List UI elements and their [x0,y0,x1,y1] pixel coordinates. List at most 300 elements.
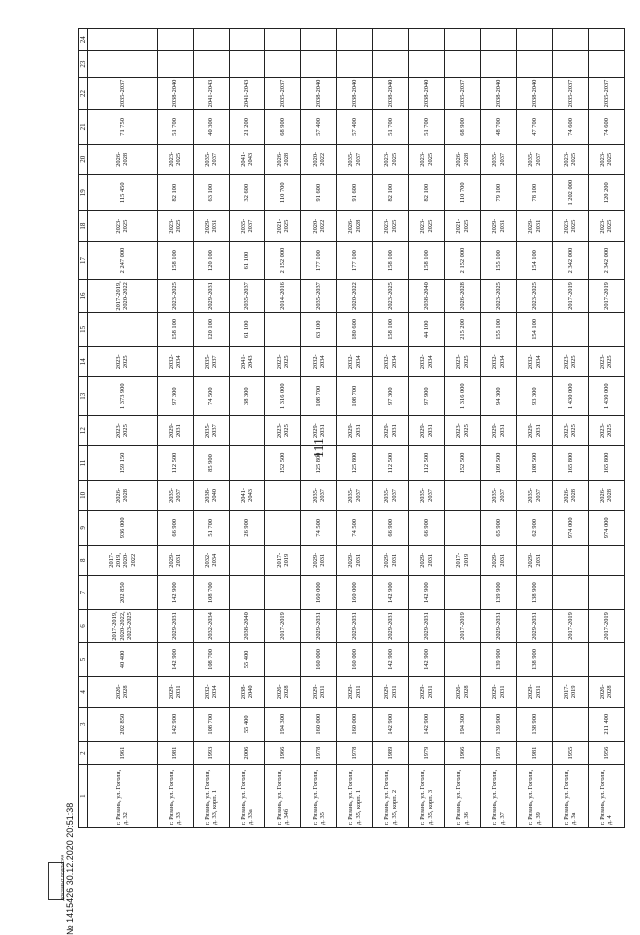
table-cell: 51 700 [373,110,409,144]
table-cell: 1955 [552,741,588,764]
table-cell [88,51,158,77]
table-cell: 120 100 [193,241,229,279]
column-header: 12 [79,415,88,445]
table-cell: 110 700 [265,174,301,210]
table-cell: 165 800 [588,446,624,480]
table-cell: 2006 [229,741,265,764]
column-header: 18 [79,211,88,241]
column-header: 22 [79,77,88,109]
table-cell [481,29,517,51]
table-row [481,29,517,828]
table-cell: 158 100 [373,312,409,346]
table-cell [552,575,588,609]
table-cell: 2038-2040 [409,280,445,312]
table-cell: 160 000 [301,642,337,676]
column-header: 7 [79,575,88,609]
table-cell [373,51,409,77]
table-cell: 142 900 [409,642,445,676]
table-cell: 974 000 [552,511,588,545]
table-cell [517,51,553,77]
table-cell: 2032-2034 [157,347,193,377]
table-cell: 152 500 [265,446,301,480]
table-cell: 2017-2019 [445,545,481,575]
table-cell: 2 247 000 [88,241,158,279]
table-cell [193,51,229,77]
table-cell: 2029-2031 [193,211,229,241]
table-cell: 142 900 [157,642,193,676]
address-cell: г. Рязань, ул. Гоголя, д. 37 [481,765,517,828]
table-cell: 138 900 [517,642,553,676]
table-cell: 138 900 [517,707,553,741]
table-cell [373,29,409,51]
table-cell: 2017-2019 [265,610,301,642]
table-cell: 61 100 [229,312,265,346]
table-cell: 2026-2028 [265,677,301,707]
table-cell: 202 850 [88,575,158,609]
table-cell: 1 373 900 [88,377,158,415]
table-cell: 40 400 [88,642,158,676]
document-id-text: № 1415426 30.12.2020 20:51:38 [65,802,75,935]
table-cell: 2023-2025 [409,144,445,174]
table-cell [552,545,588,575]
table-cell: 2023-2025 [88,347,158,377]
table-cell: 2029-2031 [157,677,193,707]
table-cell: 152 500 [445,446,481,480]
table-cell: 177 100 [337,241,373,279]
table-cell: 1966 [445,741,481,764]
table-cell: 1978 [337,741,373,764]
table-cell: 2029-2031 [301,677,337,707]
table-cell [517,29,553,51]
table-header-row [79,29,88,828]
column-header: 17 [79,241,88,279]
column-header: 10 [79,480,88,510]
table-cell [265,511,301,545]
table-cell: 55 400 [229,642,265,676]
table-cell: 142 900 [409,575,445,609]
table-cell: 2035-2037 [481,480,517,510]
table-cell: 115 450 [88,174,158,210]
table-cell: 78 100 [517,174,553,210]
table-cell: 125 800 [337,446,373,480]
table-cell [337,29,373,51]
table-cell: 2023-2025 [445,347,481,377]
table-row [157,29,193,828]
table-cell: 2017-2019 [265,545,301,575]
table-cell: 2023-2025 [552,211,588,241]
table-cell: 2020-2022 [337,280,373,312]
column-header: 14 [79,347,88,377]
address-cell: г. Рязань, ул. Гоголя, д. 36 [445,765,481,828]
table-cell [157,51,193,77]
table-cell [88,29,158,51]
table-cell: 154 100 [517,312,553,346]
table-cell: 2020-2022 [301,144,337,174]
table-cell [552,312,588,346]
table-cell: 82 100 [157,174,193,210]
column-header: 5 [79,642,88,676]
table-cell: 2035-2037 [588,77,624,109]
table-cell: 2 152 000 [265,241,301,279]
table-cell [229,446,265,480]
table-cell: 2017-2019 [588,610,624,642]
table-cell: 2035-2037 [88,77,158,109]
table-cell [445,29,481,51]
table-cell: 55 400 [229,707,265,741]
table-cell: 2035-2037 [517,144,553,174]
table-cell: 2041-2043 [229,77,265,109]
table-cell [552,51,588,77]
table-cell: 71 750 [88,110,158,144]
table-cell: 44 100 [409,312,445,346]
table-cell: 2017-2019, 2020-2022, 2023-2025 [88,610,158,642]
table-cell: 108 700 [301,377,337,415]
table-cell: 2029-2031 [409,610,445,642]
table-cell: 2038-2040 [193,480,229,510]
table-cell: 2014-2016 [265,280,301,312]
table-cell [229,575,265,609]
column-header: 11 [79,446,88,480]
table-cell: 2017-2019 [552,677,588,707]
table-cell: 2035-2037 [193,415,229,445]
table-cell: 2029-2031 [337,545,373,575]
table-cell: 2029-2031 [481,545,517,575]
address-cell: г. Рязань, ул. Гоголя, д. 33 [157,765,193,828]
table-cell [301,29,337,51]
table-cell: 112 500 [373,446,409,480]
table-cell: 159 150 [88,446,158,480]
table-cell: 2041-2043 [229,144,265,174]
table-cell: 82 100 [373,174,409,210]
table-cell: 1981 [157,741,193,764]
table-cell: 2029-2031 [193,280,229,312]
data-table [78,28,625,828]
table-cell: 74 500 [301,511,337,545]
table-cell: 2026-2028 [88,677,158,707]
table-cell: 108 500 [517,446,553,480]
table-cell [445,51,481,77]
table-cell: 79 100 [481,174,517,210]
table-cell: 21 200 [229,110,265,144]
table-cell: 2029-2031 [337,415,373,445]
table-cell: 2032-2034 [337,347,373,377]
signature-stamp [48,854,65,901]
table-cell: 1 316 000 [265,377,301,415]
column-header: 3 [79,707,88,741]
table-cell: 1 430 000 [552,377,588,415]
table-cell: 74 600 [552,110,588,144]
table-cell: 1993 [193,741,229,764]
table-cell [88,312,158,346]
table-cell: 2032-2034 [481,347,517,377]
address-cell: г. Рязань, ул. Гоголя, д. 32 [88,765,158,828]
table-row [229,29,265,828]
table-cell: 1956 [588,741,624,764]
table-cell: 2023-2025 [157,211,193,241]
table-cell: 66 900 [373,511,409,545]
table-cell [265,51,301,77]
table-cell [337,51,373,77]
table-cell: 97 900 [409,377,445,415]
table-cell: 66 900 [157,511,193,545]
table-cell: 2029-2031 [157,415,193,445]
table-cell: 2029-2031 [373,415,409,445]
table-cell: 112 500 [157,446,193,480]
table-cell: 2035-2037 [301,480,337,510]
table-cell: 2020-2022 [301,211,337,241]
table-cell: 2029-2031 [409,415,445,445]
table-cell: 211 400 [588,707,624,741]
address-cell: г. Рязань, ул. Гоголя, д. 33а [229,765,265,828]
table-cell [445,511,481,545]
table-cell: 2026-2028 [88,480,158,510]
table-cell [157,29,193,51]
table-cell: 2023-2025 [157,144,193,174]
table-row [88,29,158,828]
table-cell: 142 900 [157,575,193,609]
table-cell: 2017-2019 [588,280,624,312]
table-cell: 108 700 [193,642,229,676]
table-cell: 2041-2043 [193,77,229,109]
table-row [301,29,337,828]
table-cell: 2023-2025 [157,280,193,312]
table-cell: 2038-2040 [337,77,373,109]
table-cell: 108 700 [337,377,373,415]
table-cell: 82 100 [409,174,445,210]
address-cell: г. Рязань, ул. Гоголя, д. 33, корп. 1 [193,765,229,828]
table-cell: 2023-2025 [373,144,409,174]
table-cell: 155 100 [481,312,517,346]
table-cell: 2023-2025 [552,415,588,445]
table-cell [229,415,265,445]
table-cell [588,575,624,609]
table-cell: 74 500 [337,511,373,545]
table-cell: 194 300 [445,707,481,741]
table-cell [445,642,481,676]
address-cell: г. Рязань, ул. Гоголя, д. 35 [301,765,337,828]
table-cell [481,51,517,77]
table-cell: 158 100 [409,241,445,279]
table-cell: 2029-2031 [301,415,337,445]
table-cell: 2029-2031 [481,415,517,445]
table-cell [265,480,301,510]
column-header: 13 [79,377,88,415]
table-cell: 2017-2019 [552,280,588,312]
table-cell: 1979 [409,741,445,764]
table-cell [265,29,301,51]
table-cell: 2026-2028 [445,280,481,312]
table-cell: 63 100 [301,312,337,346]
table-cell: 2029-2031 [301,610,337,642]
table-cell: 155 100 [481,241,517,279]
column-header: 6 [79,610,88,642]
column-header: 20 [79,144,88,174]
table-cell: 2017-2019, 2020-2022 [88,280,158,312]
table-cell: 2023-2025 [588,347,624,377]
table-cell: 2029-2031 [373,677,409,707]
table-body [88,29,625,828]
table-cell: 2021-2025 [265,211,301,241]
address-cell: г. Рязань, ул. Гоголя, д. 3а [552,765,588,828]
table-cell: 68 900 [265,110,301,144]
table-cell: 2029-2031 [337,677,373,707]
table-cell [409,29,445,51]
table-cell: 2032-2034 [409,347,445,377]
table-cell [588,545,624,575]
address-cell: г. Рязань, ул. Гоголя, д. 35, корп. 3 [409,765,445,828]
table-cell: 1 430 000 [588,377,624,415]
table-cell: 2041-2043 [229,480,265,510]
table-cell: 97 300 [373,377,409,415]
table-cell: 61 100 [229,241,265,279]
table-cell: 66 900 [409,511,445,545]
table-cell: 94 300 [481,377,517,415]
table-cell [588,51,624,77]
table-row [193,29,229,828]
table-cell: 2038-2040 [229,677,265,707]
table-cell: 2026-2028 [552,480,588,510]
table-cell: 158 100 [373,241,409,279]
table-cell: 2029-2031 [373,610,409,642]
table-cell: 2017-2019 [552,610,588,642]
column-header: 2 [79,741,88,764]
table-cell: 2026-2028 [337,211,373,241]
table-cell: 2035-2037 [445,77,481,109]
table-cell [229,545,265,575]
table-cell: 108 700 [193,575,229,609]
page-number: 111 [312,438,327,458]
table-cell: 68 900 [445,110,481,144]
column-header: 21 [79,110,88,144]
table-cell: 51 700 [409,110,445,144]
table-cell: 47 700 [517,110,553,144]
table-cell: 38 300 [229,377,265,415]
table-cell: 2026-2028 [265,144,301,174]
table-cell [301,51,337,77]
table-cell: 1 316 000 [445,377,481,415]
column-header: 19 [79,174,88,210]
table-cell: 108 700 [193,707,229,741]
table-cell: 2023-2025 [373,280,409,312]
table-cell: 974 000 [588,511,624,545]
table-cell [229,29,265,51]
table-cell: 142 900 [373,707,409,741]
table-cell: 2026-2028 [445,144,481,174]
table-cell: 112 500 [409,446,445,480]
table-cell: 1978 [301,741,337,764]
table-cell: 2035-2037 [373,480,409,510]
table-cell: 62 900 [517,511,553,545]
table-cell: 32 600 [229,174,265,210]
column-header: 23 [79,51,88,77]
table-cell: 2 152 000 [445,241,481,279]
table-cell: 2023-2025 [88,415,158,445]
table-cell: 2041-2043 [229,347,265,377]
table-cell: 1 202 000 [552,174,588,210]
column-header: 9 [79,511,88,545]
table-cell: 165 800 [552,446,588,480]
table-cell: 2023-2025 [588,144,624,174]
table-cell: 1979 [481,741,517,764]
table-cell: 2035-2037 [409,480,445,510]
table-cell: 2038-2040 [409,77,445,109]
table-cell [552,29,588,51]
table-row [552,29,588,828]
table-cell: 2035-2037 [337,480,373,510]
table-cell: 194 300 [265,707,301,741]
address-cell: г. Рязань, ул. Гоголя, д. 35, корп. 1 [337,765,373,828]
table-row [337,29,373,828]
table-cell: 2035-2037 [337,144,373,174]
stamp-text: ДОКУМЕНТ ПОДПИСАН [59,854,65,901]
table-cell: 26 900 [229,511,265,545]
table-cell: 2026-2028 [588,677,624,707]
table-cell: 2023-2025 [265,347,301,377]
table-cell: 2035-2037 [481,144,517,174]
table-cell: 2023-2025 [588,211,624,241]
table-cell: 2029-2031 [157,545,193,575]
table-cell: 160 000 [337,707,373,741]
table-cell: 138 900 [517,575,553,609]
table-cell: 2029-2031 [301,545,337,575]
table-cell [193,29,229,51]
table-cell: 2029-2031 [373,545,409,575]
table-cell: 2035-2037 [517,480,553,510]
table-cell [229,51,265,77]
table-cell: 2 342 000 [588,241,624,279]
column-header: 24 [79,29,88,51]
table-cell: 154 100 [517,241,553,279]
table-cell: 2032-2034 [193,677,229,707]
table-cell [552,642,588,676]
column-header: 16 [79,280,88,312]
table-cell: 2038-2040 [373,77,409,109]
table-cell: 2023-2025 [445,415,481,445]
table-rotator [78,28,625,828]
table-row [517,29,553,828]
address-cell: г. Рязань, ул. Гоголя, д. 4 [588,765,624,828]
table-cell: 139 900 [481,642,517,676]
table-cell: 2038-2040 [301,77,337,109]
table-cell: 202 850 [88,707,158,741]
table-cell: 180 600 [337,312,373,346]
table-cell: 2023-2025 [552,144,588,174]
table-cell: 65 900 [481,511,517,545]
address-cell: г. Рязань, ул. Гоголя, д. 39 [517,765,553,828]
table-cell [445,575,481,609]
table-cell: 2023-2025 [265,415,301,445]
table-cell [445,480,481,510]
table-cell: 2023-2025 [588,415,624,445]
table-cell: 160 000 [337,575,373,609]
table-cell: 2038-2040 [229,610,265,642]
address-cell: г. Рязань, ул. Гоголя, д. 34б [265,765,301,828]
table-cell: 40 300 [193,110,229,144]
table-cell: 158 100 [157,312,193,346]
table-cell: 51 700 [157,110,193,144]
table-cell: 51 700 [193,511,229,545]
table-cell: 160 000 [301,575,337,609]
table-cell: 85 900 [193,446,229,480]
table-cell: 2035-2037 [301,280,337,312]
table-cell: 2035-2037 [552,77,588,109]
table-cell: 2029-2031 [517,677,553,707]
table-cell: 142 900 [373,575,409,609]
table-cell: 2023-2025 [88,211,158,241]
table-cell: 2029-2031 [409,677,445,707]
column-header: 8 [79,545,88,575]
table-cell: 2035-2037 [193,347,229,377]
